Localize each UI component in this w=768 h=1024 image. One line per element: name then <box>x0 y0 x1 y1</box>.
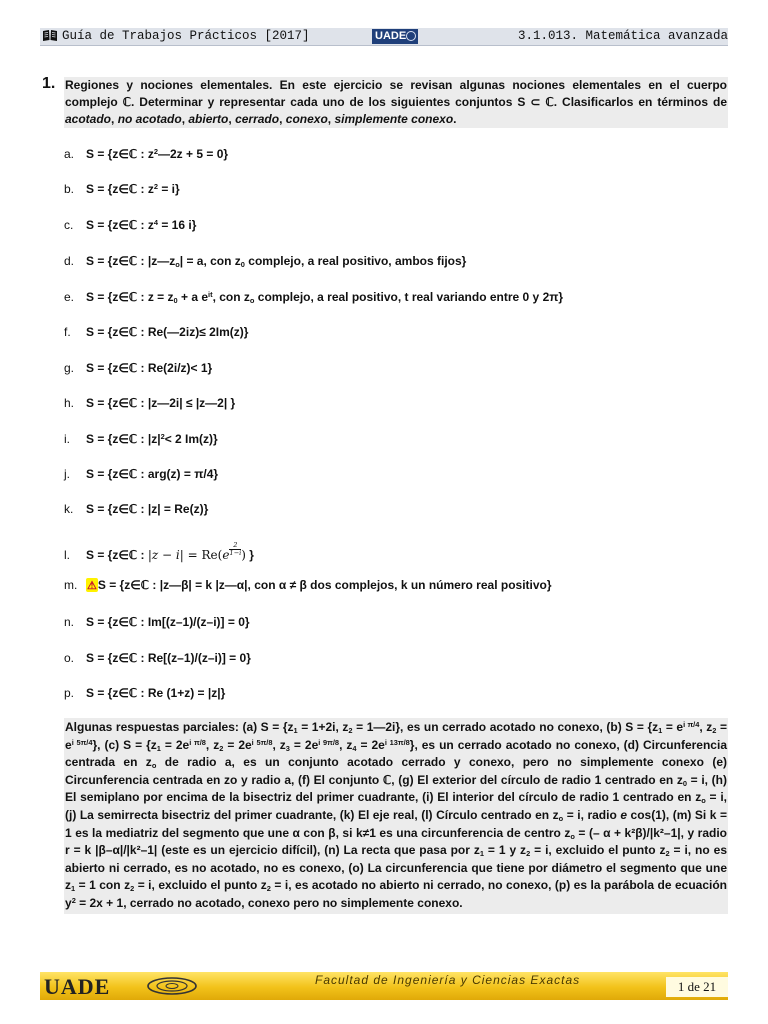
term-conexo: conexo <box>285 112 328 126</box>
item-p <box>64 686 225 700</box>
separator: , <box>181 112 189 126</box>
item-letter: a. <box>64 147 75 161</box>
item-letter: p. <box>64 686 75 700</box>
item-formula: S = {z∈ℂ : $z^2—2z + 5 = 0$} <box>86 146 229 161</box>
item-formula: S = {z∈ℂ : $|z—z_o| = a$, con $z_0$ complejo, a real positivo, ambos fijos} <box>86 254 467 269</box>
exponent-fraction: $\frac{2}{1-i}$ <box>229 541 242 557</box>
item-n <box>64 615 250 629</box>
term-cerrado: cerrado <box>235 112 280 126</box>
item-formula: S = {z∈ℂ : $z^4 = 16$ i} <box>86 217 197 232</box>
warning-icon: ⚠ <box>87 580 97 592</box>
partial-answers: Algunas respuestas parciales: (a) $S = \{z_1 = 1+2i$, $z_2$ = 1—2i}, es un cerrado acotado no conexo, (b) $S = \{z_1 = e^{i \pi/4}$, $z_2 = e^{i 5\pi/4}$}, (c) $S = \{z_1 = 2e^{i \pi/8}$, $z_2 = 2e^{i 5\pi/8}$, $z_3 = 2e^{i 9\pi/8}$, $z_4 = 2e^{i 13\pi/8}$}, es un cerrado acotado no conexo, (d) Circunferencia centrada en $z_o$ de radio a, es un conjunto acotado cerrado y conexo, pero no simplemente conexo (e) Circunferencia centrada en zo y radio a, (f) El conjunto ℂ, (g) El exterior del círculo de radio 1 centrado en $z_0 = i$, (h) El semiplano por encima de la bisectriz del primer cuadrante, (i) El interior del círculo de radio 1 centrado en $z_o = i$, (j) La semirrecta bisectriz del primer cuadrante, (k) El eje real, (l) Círculo centrado en $z_o = i$, radio e cos(1), (m) Si k = 1 es la mediatriz del segmento que une α con β, si k≠1 es una circunferencia de centro $z_o$ = (– α + k²β)/|k²–1|, y radio r = k |β–α|/|k²–1| (este es un ejercicio difícil), (n) La recta que pasa por $z_1 = 1$ y $z_2 = i$, excluido el punto $z_2 = i$, no es abierto ni cerrado, es no acotado, no es conexo, (o) La circunferencia que tiene por diámetro el segmento que une $z_1 = 1$ con $z_2 = i$, excluido el punto $z_2 = i$, es acotado no abierto ni cerrado, no conexo, (p) es la parábola de ecuación $y^2 = 2x + 1$, cerrado no acotado, conexo pero no simplemente conexo. <box>64 718 728 914</box>
item-d <box>64 254 466 268</box>
course-title: 3.1.013. Matemática avanzada <box>517 29 728 43</box>
exercise-number: 1. <box>42 75 56 92</box>
item-formula: S = {z∈ℂ : Re[(z–1)/(z–i)] = 0} <box>86 651 251 665</box>
guide-title: Guía de Trabajos Prácticos [2017] <box>62 29 310 43</box>
item-letter: n. <box>64 615 75 629</box>
item-formula: S = {z∈ℂ : Im[(z–1)/(z–i)] = 0} <box>86 615 250 629</box>
item-letter: c. <box>64 218 74 232</box>
item-h <box>64 396 235 410</box>
seal-icon <box>406 31 416 41</box>
item-formula: S = {z∈ℂ : $|z|^2< 2$ Im(z)} <box>86 431 218 446</box>
page-number: 1 de 21 <box>666 977 728 997</box>
separator: , <box>327 112 335 126</box>
term-acotado: acotado <box>65 112 112 126</box>
item-letter: j. <box>64 467 70 481</box>
item-f <box>64 325 248 339</box>
item-formula: S = {z∈ℂ : |z| = Re(z)} <box>86 502 209 516</box>
item-letter: d. <box>64 254 75 268</box>
item-i <box>64 432 218 446</box>
math-expression: |z − i| = Re(e $\frac{2}{1-i}$ ) <box>147 541 246 563</box>
item-b <box>64 182 180 196</box>
item-c <box>64 218 196 232</box>
logo-swirl-icon <box>146 976 214 996</box>
item-letter: e. <box>64 290 75 304</box>
item-e <box>64 290 563 304</box>
term-no-acotado: no acotado <box>117 112 182 126</box>
item-m <box>64 578 552 592</box>
item-letter: i. <box>64 432 70 446</box>
item-formula: S = {z∈ℂ : Re(—2iz)≤ 2Im(z)} <box>86 325 249 339</box>
page-footer <box>40 972 728 1000</box>
separator: , <box>111 112 118 126</box>
item-formula: S = {z∈ℂ : |z—2i| ≤ |z—2| } <box>86 396 236 410</box>
separator: , <box>228 112 236 126</box>
uade-header-logo <box>372 29 418 44</box>
item-letter: k. <box>64 502 74 516</box>
item-formula: S = {z∈ℂ : arg(z) = π/4} <box>86 467 219 481</box>
intro-text: Regiones y nociones elementales. En este ejercicio se revisan algunas nociones elementales en el cuerpo complejo ℂ. Determinar y representar cada uno de los siguientes conjuntos S ⊂ ℂ. Clasificarlos en términos de <box>65 78 727 109</box>
book-icon <box>42 29 58 48</box>
term-abierto: abierto <box>188 112 229 126</box>
item-formula: S = {z∈ℂ : |z—β| = k |z—α|, con α ≠ β dos complejos, k un número real positivo} <box>97 578 552 592</box>
item-letter: o. <box>64 651 75 665</box>
item-formula: S = {z∈ℂ : |z − i| = Re(e $\frac{2}{1-i}$ ) } <box>86 541 254 563</box>
term-simplemente-conexo: simplemente conexo <box>334 112 454 126</box>
item-g <box>64 361 212 375</box>
item-letter: g. <box>64 361 75 375</box>
page-header <box>40 28 728 46</box>
item-j <box>64 467 218 481</box>
faculty-name: Facultad de Ingeniería y Ciencias Exactas <box>315 973 581 987</box>
item-letter: l. <box>64 548 70 563</box>
exercise-intro <box>64 77 728 128</box>
item-formula: S = {z∈ℂ : Re (1+z) = |z|} <box>86 686 226 700</box>
item-letter: h. <box>64 396 75 410</box>
item-formula: S = {z∈ℂ : $z^2 = i$} <box>86 181 180 196</box>
item-letter: b. <box>64 182 75 196</box>
item-k <box>64 502 208 516</box>
item-letter: m. <box>64 578 78 592</box>
item-l <box>64 542 254 562</box>
uade-header-logo-text: UADE <box>375 30 407 42</box>
item-o <box>64 651 251 665</box>
uade-footer-logo: UADE <box>44 974 111 999</box>
item-formula: S = {z∈ℂ : Re(2i/z)< 1} <box>86 361 213 375</box>
separator: , <box>279 112 286 126</box>
item-a <box>64 147 228 161</box>
item-letter: f. <box>64 325 71 339</box>
item-formula: S = {z∈ℂ : $z = z_0 + a$ $e^{it}$, con $z_o$ complejo, a real positivo, t real variando entre 0 y 2π} <box>86 289 564 305</box>
separator: . <box>453 112 457 126</box>
